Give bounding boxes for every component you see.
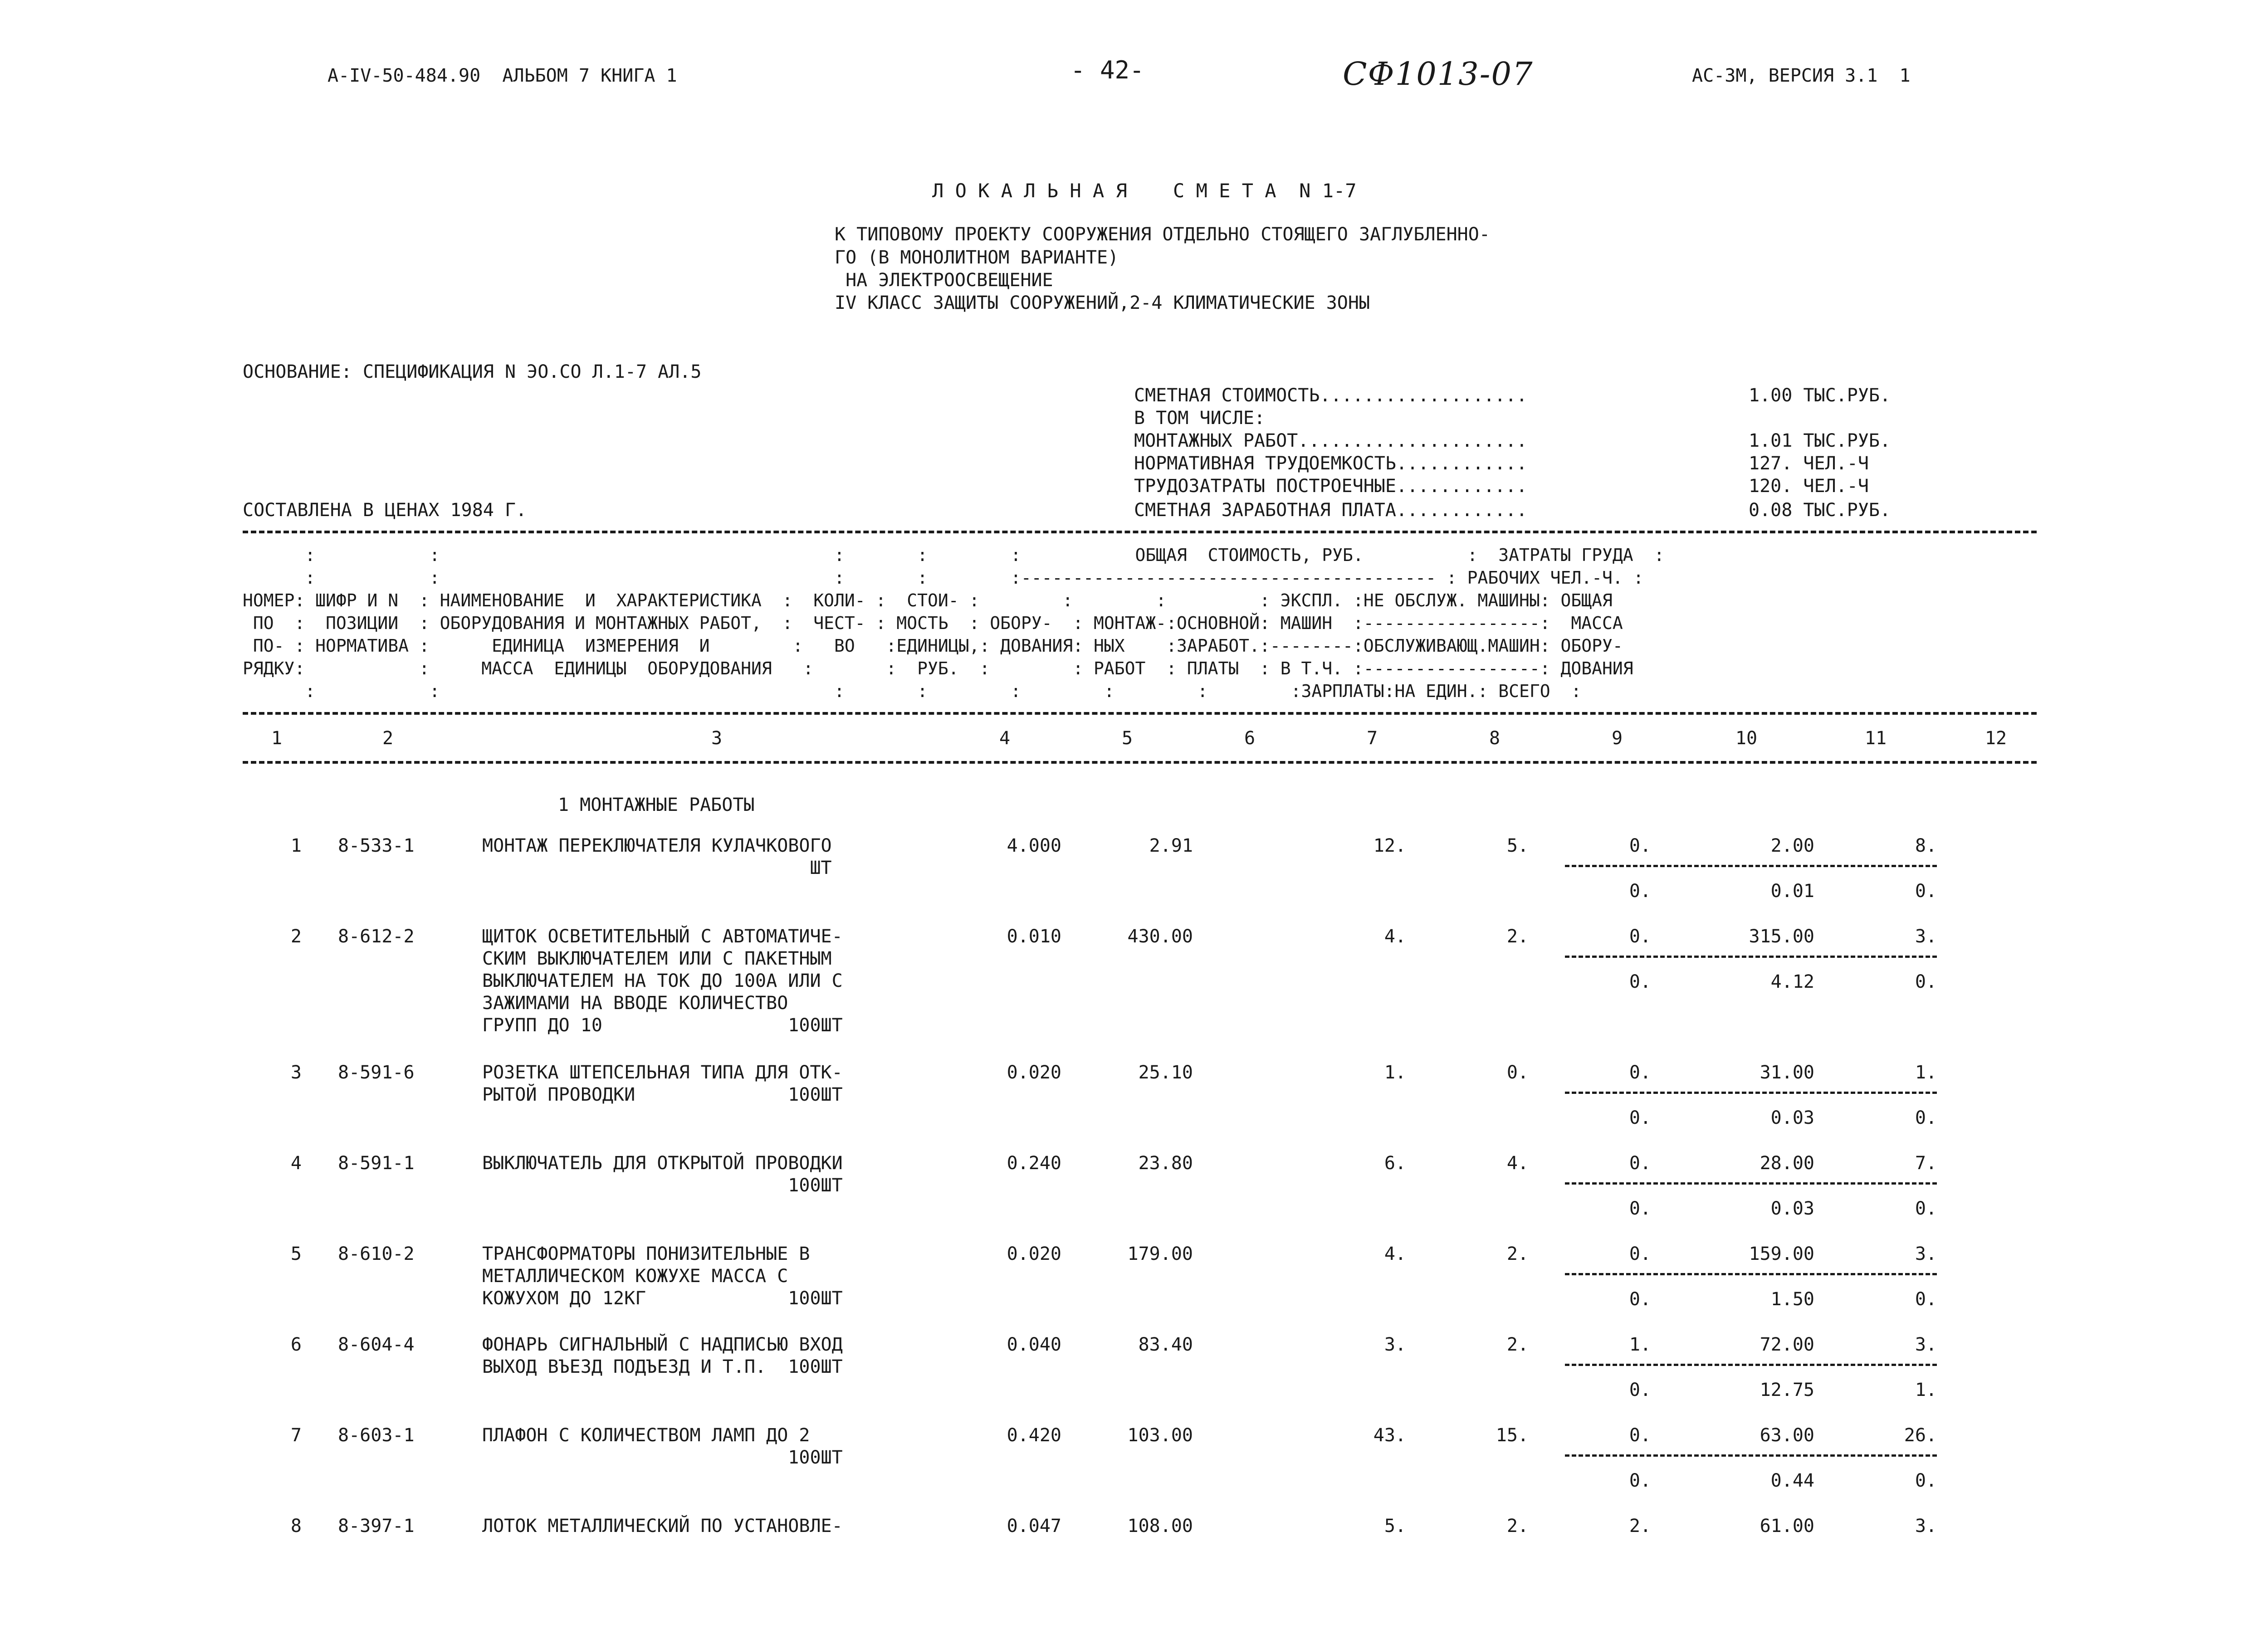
row-labor-total: 3. xyxy=(1915,926,1937,947)
row-code: 8-591-6 xyxy=(338,1062,415,1083)
row-name: МОНТАЖ ПЕРЕКЛЮЧАТЕЛЯ КУЛАЧКОВОГО xyxy=(482,835,832,856)
row-unit-price: 103.00 xyxy=(1127,1425,1193,1446)
row-number: 3 xyxy=(290,1062,302,1083)
row-subtotal-rule xyxy=(1565,1182,1937,1185)
row-labor-total: 7. xyxy=(1915,1153,1937,1174)
row-name: МЕТАЛЛИЧЕСКОМ КОЖУХЕ МАССА С xyxy=(482,1266,788,1287)
row-name: ГРУПП ДО 10 100ШТ xyxy=(482,1015,843,1036)
row-machine-wage: 0. xyxy=(1629,1107,1651,1128)
row-labor-total: 8. xyxy=(1915,835,1937,856)
row-unit-price: 83.40 xyxy=(1138,1334,1193,1355)
row-labor-per-unit-service: 0.44 xyxy=(1770,1470,1814,1491)
row-name: РОЗЕТКА ШТЕПСЕЛЬНАЯ ТИПА ДЛЯ ОТК- xyxy=(482,1062,843,1083)
row-quantity: 0.020 xyxy=(1007,1244,1061,1264)
summary-label: ТРУДОЗАТРАТЫ ПОСТРОЕЧНЫЕ............ xyxy=(1134,476,1527,497)
row-name: ШТ xyxy=(482,858,832,878)
row-labor-per-unit: 159.00 xyxy=(1749,1244,1814,1264)
column-number: 8 xyxy=(1489,728,1501,749)
summary-value: 1.01 ТЫС.РУБ. xyxy=(1749,430,1891,451)
row-labor-per-unit-service: 0.03 xyxy=(1770,1198,1814,1219)
row-name: РЫТОЙ ПРОВОДКИ 100ШТ xyxy=(482,1084,843,1105)
title-line: IV КЛАСС ЗАЩИТЫ СООРУЖЕНИЙ,2-4 КЛИМАТИЧЕСКИЕ ЗОНЫ xyxy=(835,293,1370,313)
row-machine-wage: 0. xyxy=(1629,1198,1651,1219)
column-number: 9 xyxy=(1611,728,1623,749)
row-machine-wage: 0. xyxy=(1629,1470,1651,1491)
summary-value: 127. ЧЕЛ.-Ч xyxy=(1749,453,1869,474)
row-base-wage: 2. xyxy=(1506,1334,1529,1355)
row-name: ВЫКЛЮЧАТЕЛЬ ДЛЯ ОТКРЫТОЙ ПРОВОДКИ xyxy=(482,1153,843,1174)
column-number: 3 xyxy=(711,728,723,749)
column-number: 7 xyxy=(1366,728,1378,749)
column-number: 2 xyxy=(382,728,394,749)
row-labor-per-unit-service: 4.12 xyxy=(1770,971,1814,992)
row-subtotal-rule xyxy=(1565,865,1937,867)
row-quantity: 0.010 xyxy=(1007,926,1061,947)
row-labor-per-unit: 63.00 xyxy=(1760,1425,1814,1446)
row-labor-total-service: 1. xyxy=(1915,1380,1937,1400)
row-code: 8-610-2 xyxy=(338,1244,415,1264)
row-quantity: 4.000 xyxy=(1007,835,1061,856)
summary-value: 0.08 ТЫС.РУБ. xyxy=(1749,500,1891,521)
row-machine-cost: 0. xyxy=(1629,835,1651,856)
row-name: ВЫХОД ВЪЕЗД ПОДЪЕЗД И Т.П. 100ШТ xyxy=(482,1356,843,1377)
table-header-line: ПО : ПОЗИЦИИ : ОБОРУДОВАНИЯ И МОНТАЖНЫХ РАБОТ, : ЧЕСТ- : МОСТЬ : ОБОРУ- : МОНТАЖ-:ОСНОВНОЙ: МАШИН :-----------------: МАССА xyxy=(243,613,1623,633)
table-rule xyxy=(243,761,2037,764)
row-number: 7 xyxy=(290,1425,302,1446)
prices-year: СОСТАВЛЕНА В ЦЕНАХ 1984 Г. xyxy=(243,500,527,521)
row-labor-total-service: 0. xyxy=(1915,1107,1937,1128)
row-number: 8 xyxy=(290,1516,302,1536)
row-name: ПЛАФОН С КОЛИЧЕСТВОМ ЛАМП ДО 2 xyxy=(482,1425,810,1446)
table-header-line: НОМЕР: ШИФР И N : НАИМЕНОВАНИЕ И ХАРАКТЕРИСТИКА : КОЛИ- : СТОИ- : : : : ЭКСПЛ. :НЕ ОБСЛУЖ. МАШИНЫ: ОБЩАЯ xyxy=(243,590,1613,610)
row-base-wage: 2. xyxy=(1506,1244,1529,1264)
row-name: КОЖУХОМ ДО 12КГ 100ШТ xyxy=(482,1288,843,1309)
row-labor-per-unit: 2.00 xyxy=(1770,835,1814,856)
table-header-line: : : : : : ОБЩАЯ СТОИМОСТЬ, РУБ. : ЗАТРАТЫ ГРУДА : xyxy=(243,545,1665,565)
row-labor-total-service: 0. xyxy=(1915,1289,1937,1310)
row-name: ВЫКЛЮЧАТЕЛЕМ НА ТОК ДО 100А ИЛИ С xyxy=(482,971,843,991)
table-header-line: ПО- : НОРМАТИВА : ЕДИНИЦА ИЗМЕРЕНИЯ И : ВО :ЕДИНИЦЫ,: ДОВАНИЯ: НЫХ :ЗАРАБОТ.:--------:ОБСЛУЖИВАЮЩ.МАШИН: ОБОРУ- xyxy=(243,636,1623,656)
summary-value: 120. ЧЕЛ.-Ч xyxy=(1749,476,1869,497)
row-subtotal-rule xyxy=(1565,956,1937,958)
column-number: 12 xyxy=(1984,728,2007,749)
column-number: 5 xyxy=(1121,728,1133,749)
row-base-wage: 5. xyxy=(1506,835,1529,856)
column-number: 10 xyxy=(1735,728,1758,749)
row-machine-wage: 0. xyxy=(1629,1380,1651,1400)
row-number: 1 xyxy=(290,835,302,856)
row-labor-total: 3. xyxy=(1915,1516,1937,1536)
row-labor-per-unit-service: 0.03 xyxy=(1770,1107,1814,1128)
row-mounting-cost: 4. xyxy=(1384,1244,1406,1264)
row-name: ЩИТОК ОСВЕТИТЕЛЬНЫЙ С АВТОМАТИЧЕ- xyxy=(482,926,843,947)
row-name: 100ШТ xyxy=(482,1447,843,1468)
document-code: А-IV-50-484.90 АЛЬБОМ 7 КНИГА 1 xyxy=(327,65,677,86)
row-machine-cost: 2. xyxy=(1629,1516,1651,1536)
row-labor-per-unit-service: 1.50 xyxy=(1770,1289,1814,1310)
row-unit-price: 2.91 xyxy=(1149,835,1193,856)
row-unit-price: 108.00 xyxy=(1127,1516,1193,1536)
title-line: НА ЭЛЕКТРООСВЕЩЕНИЕ xyxy=(835,270,1053,291)
row-labor-per-unit: 31.00 xyxy=(1760,1062,1814,1083)
table-rule xyxy=(243,531,2037,533)
row-unit-price: 23.80 xyxy=(1138,1153,1193,1174)
row-number: 6 xyxy=(290,1334,302,1355)
row-code: 8-604-4 xyxy=(338,1334,415,1355)
row-labor-total-service: 0. xyxy=(1915,1470,1937,1491)
estimate-title: Л О К А Л Ь Н А Я С М Е Т А N 1-7 xyxy=(932,180,1357,202)
row-labor-per-unit: 72.00 xyxy=(1760,1334,1814,1355)
row-mounting-cost: 12. xyxy=(1373,835,1406,856)
row-mounting-cost: 4. xyxy=(1384,926,1406,947)
row-code: 8-603-1 xyxy=(338,1425,415,1446)
row-labor-per-unit-service: 12.75 xyxy=(1760,1380,1814,1400)
row-labor-per-unit-service: 0.01 xyxy=(1770,881,1814,902)
row-quantity: 0.020 xyxy=(1007,1062,1061,1083)
row-mounting-cost: 43. xyxy=(1373,1425,1406,1446)
page-number: - 42- xyxy=(1070,56,1144,84)
summary-value: 1.00 ТЫС.РУБ. xyxy=(1749,385,1891,406)
table-header-line: : : : : :---------------------------------------- : РАБОЧИХ ЧЕЛ.-Ч. : xyxy=(243,568,1644,588)
summary-label: СМЕТНАЯ СТОИМОСТЬ................... xyxy=(1134,385,1527,406)
column-number: 6 xyxy=(1244,728,1256,749)
row-code: 8-591-1 xyxy=(338,1153,415,1174)
row-labor-total: 3. xyxy=(1915,1244,1937,1264)
row-base-wage: 2. xyxy=(1506,1516,1529,1536)
row-unit-price: 25.10 xyxy=(1138,1062,1193,1083)
row-name: 100ШТ xyxy=(482,1175,843,1196)
row-labor-per-unit: 315.00 xyxy=(1749,926,1814,947)
row-labor-per-unit: 61.00 xyxy=(1760,1516,1814,1536)
row-labor-total: 3. xyxy=(1915,1334,1937,1355)
row-base-wage: 2. xyxy=(1506,926,1529,947)
row-mounting-cost: 3. xyxy=(1384,1334,1406,1355)
row-name: ФОНАРЬ СИГНАЛЬНЫЙ С НАДПИСЬЮ ВХОД xyxy=(482,1334,843,1355)
summary-label: В ТОМ ЧИСЛЕ: xyxy=(1134,408,1265,429)
row-number: 4 xyxy=(290,1153,302,1174)
row-mounting-cost: 5. xyxy=(1384,1516,1406,1536)
row-labor-total-service: 0. xyxy=(1915,1198,1937,1219)
row-quantity: 0.420 xyxy=(1007,1425,1061,1446)
row-machine-wage: 0. xyxy=(1629,881,1651,902)
system-version: АС-3М, ВЕРСИЯ 3.1 1 xyxy=(1692,65,1911,86)
row-machine-cost: 0. xyxy=(1629,1244,1651,1264)
column-number: 1 xyxy=(271,728,283,749)
row-subtotal-rule xyxy=(1565,1092,1937,1094)
title-line: К ТИПОВОМУ ПРОЕКТУ СООРУЖЕНИЯ ОТДЕЛЬНО СТОЯЩЕГО ЗАГЛУБЛЕННО- xyxy=(835,224,1490,245)
row-number: 2 xyxy=(290,926,302,947)
basis-line: ОСНОВАНИЕ: СПЕЦИФИКАЦИЯ N ЭО.СО Л.1-7 АЛ.5 xyxy=(243,361,702,382)
column-number: 11 xyxy=(1864,728,1887,749)
row-unit-price: 430.00 xyxy=(1127,926,1193,947)
row-number: 5 xyxy=(290,1244,302,1264)
row-code: 8-533-1 xyxy=(338,835,415,856)
column-number: 4 xyxy=(999,728,1011,749)
row-machine-wage: 0. xyxy=(1629,1289,1651,1310)
row-mounting-cost: 1. xyxy=(1384,1062,1406,1083)
row-machine-cost: 0. xyxy=(1629,1153,1651,1174)
row-name: ЗАЖИМАМИ НА ВВОДЕ КОЛИЧЕСТВО xyxy=(482,993,788,1014)
row-labor-total: 26. xyxy=(1904,1425,1937,1446)
row-subtotal-rule xyxy=(1565,1454,1937,1457)
row-base-wage: 0. xyxy=(1506,1062,1529,1083)
row-code: 8-612-2 xyxy=(338,926,415,947)
row-subtotal-rule xyxy=(1565,1364,1937,1366)
summary-label: МОНТАЖНЫХ РАБОТ..................... xyxy=(1134,430,1527,451)
row-labor-total-service: 0. xyxy=(1915,881,1937,902)
table-rule xyxy=(243,712,2037,715)
row-name: ТРАНСФОРМАТОРЫ ПОНИЗИТЕЛЬНЫЕ В xyxy=(482,1244,810,1264)
row-labor-per-unit: 28.00 xyxy=(1760,1153,1814,1174)
row-machine-cost: 0. xyxy=(1629,1062,1651,1083)
row-labor-total: 1. xyxy=(1915,1062,1937,1083)
row-labor-total-service: 0. xyxy=(1915,971,1937,992)
row-base-wage: 15. xyxy=(1496,1425,1529,1446)
row-quantity: 0.040 xyxy=(1007,1334,1061,1355)
row-unit-price: 179.00 xyxy=(1127,1244,1193,1264)
row-machine-cost: 0. xyxy=(1629,926,1651,947)
row-machine-wage: 0. xyxy=(1629,971,1651,992)
row-machine-cost: 1. xyxy=(1629,1334,1651,1355)
document-stamp: СФ1013-07 xyxy=(1343,55,1534,93)
section-title: 1 МОНТАЖНЫЕ РАБОТЫ xyxy=(558,795,755,815)
row-machine-cost: 0. xyxy=(1629,1425,1651,1446)
row-name: ЛОТОК МЕТАЛЛИЧЕСКИЙ ПО УСТАНОВЛЕ- xyxy=(482,1516,843,1536)
table-header-line: РЯДКУ: : МАССА ЕДИНИЦЫ ОБОРУДОВАНИЯ : : РУБ. : : РАБОТ : ПЛАТЫ : В Т.Ч. :-----------------: ДОВАНИЯ xyxy=(243,658,1633,678)
title-line: ГО (В МОНОЛИТНОМ ВАРИАНТЕ) xyxy=(835,247,1119,268)
row-subtotal-rule xyxy=(1565,1273,1937,1275)
row-quantity: 0.047 xyxy=(1007,1516,1061,1536)
table-header-line: : : : : : : : :ЗАРПЛАТЫ:НА ЕДИН.: ВСЕГО : xyxy=(243,681,1582,701)
row-name: СКИМ ВЫКЛЮЧАТЕЛЕМ ИЛИ С ПАКЕТНЫМ xyxy=(482,948,832,969)
summary-label: СМЕТНАЯ ЗАРАБОТНАЯ ПЛАТА............ xyxy=(1134,500,1527,521)
row-base-wage: 4. xyxy=(1506,1153,1529,1174)
summary-label: НОРМАТИВНАЯ ТРУДОЕМКОСТЬ............ xyxy=(1134,453,1527,474)
row-mounting-cost: 6. xyxy=(1384,1153,1406,1174)
row-quantity: 0.240 xyxy=(1007,1153,1061,1174)
row-code: 8-397-1 xyxy=(338,1516,415,1536)
